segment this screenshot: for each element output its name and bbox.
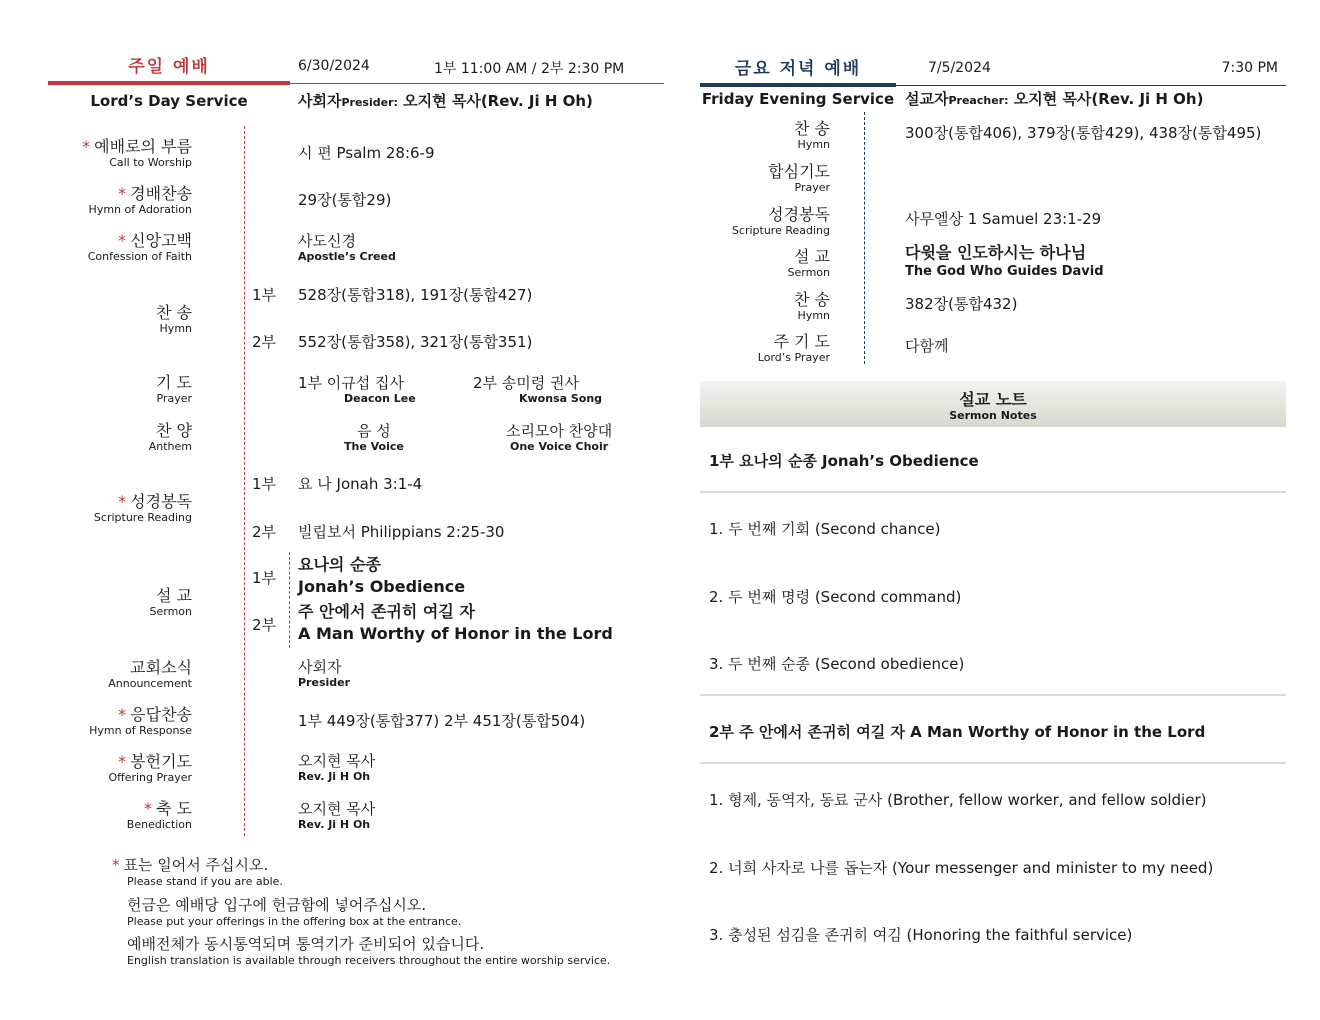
friday-date: 7/5/2024 bbox=[928, 60, 991, 76]
hymn-part-1: 1부 bbox=[252, 286, 277, 304]
friday-label-lords-prayer: 주 기 도 Lord’s Prayer bbox=[757, 332, 830, 364]
friday-evening-panel bbox=[700, 48, 1286, 978]
friday-hymn-value: 300장(통합406), 379장(통합429), 438장(통합495) bbox=[905, 124, 1262, 142]
order-label-prayer: 기 도 Prayer bbox=[156, 373, 192, 405]
note-part-2-heading: 2부 주 안에서 존귀히 여길 자 A Man Worthy of Honor in the Lord bbox=[709, 723, 1206, 741]
note-divider bbox=[700, 762, 1286, 764]
note-point: 3. 충성된 섬김을 존귀히 여김 (Honoring the faithful service) bbox=[709, 926, 1133, 944]
scripture-part-2-value: 빌립보서 Philippians 2:25-30 bbox=[298, 523, 505, 541]
note-divider bbox=[700, 491, 1286, 493]
hymn-part-2: 2부 bbox=[252, 333, 277, 351]
scripture-part-1: 1부 bbox=[252, 475, 277, 493]
note-point: 1. 두 번째 기회 (Second chance) bbox=[709, 520, 941, 538]
order-label-announcement: 교회소식 Announcement bbox=[108, 658, 192, 690]
friday-label-sermon: 설 교 Sermon bbox=[787, 247, 830, 279]
offering-value: 오지현 목사 Rev. Ji H Oh bbox=[298, 752, 376, 783]
sermon-part-2-value: 주 안에서 존귀히 여길 자 A Man Worthy of Honor in the Lord bbox=[298, 602, 613, 643]
anthem-choir: 소리모아 찬양대 One Voice Choir bbox=[506, 422, 613, 453]
header-rule bbox=[290, 83, 664, 84]
order-label-response: * 응답찬송 Hymn of Response bbox=[89, 705, 192, 737]
order-label-hymn: 찬 송 Hymn bbox=[156, 303, 192, 335]
lords-day-panel bbox=[48, 48, 664, 978]
friday-subtitle: Friday Evening Service bbox=[701, 90, 895, 108]
friday-sermon-value: 다윗을 인도하시는 하나님 The God Who Guides David bbox=[905, 243, 1104, 279]
footnote-offering: 헌금은 예배당 입구에 헌금함에 넣어주십시오. Please put your offerings in the offering box at the entrance. bbox=[127, 896, 462, 928]
scripture-part-2: 2부 bbox=[252, 523, 277, 541]
lords-day-title: 주일 예배 bbox=[128, 57, 210, 77]
prayer-part-1-value: 1부 이규섭 집사 Deacon Lee bbox=[298, 374, 416, 405]
footnote-stand: * 표는 일어서 주십시오. Please stand if you are able. bbox=[112, 856, 283, 888]
presider-line bbox=[298, 90, 593, 111]
friday-hymn-2-value: 382장(통합432) bbox=[905, 295, 1018, 313]
sermon-divider bbox=[289, 552, 290, 648]
sermon-notes-header: 설교 노트 Sermon Notes bbox=[700, 381, 1286, 427]
note-point: 1. 형제, 동역자, 동료 군사 (Brother, fellow worker, and fellow soldier) bbox=[709, 791, 1207, 809]
anthem-title: 음 성 The Voice bbox=[344, 422, 404, 453]
hymn-part-1-value: 528장(통합318), 191장(통합427) bbox=[298, 286, 533, 304]
note-part-1-heading: 1부 요나의 순종 Jonah’s Obedience bbox=[709, 452, 979, 470]
benediction-value: 오지현 목사 Rev. Ji H Oh bbox=[298, 800, 376, 831]
order-label-call-to-worship: * 예배로의 부름 Call to Worship bbox=[82, 137, 192, 169]
prayer-part-2-value: 2부 송미령 권사 Kwonsa Song bbox=[473, 374, 603, 405]
note-point: 2. 두 번째 명령 (Second command) bbox=[709, 588, 962, 606]
order-label-scripture: * 성경봉독 Scripture Reading bbox=[93, 492, 192, 524]
sermon-part-1-value: 요나의 순종 Jonah’s Obedience bbox=[298, 555, 466, 596]
order-label-adoration: * 경배찬송 Hymn of Adoration bbox=[88, 184, 192, 216]
order-label-offering: * 봉헌기도 Offering Prayer bbox=[108, 752, 192, 784]
creed-value: 사도신경 Apostle’s Creed bbox=[298, 232, 396, 263]
order-label-benediction: * 축 도 Benediction bbox=[126, 799, 192, 831]
note-point: 3. 두 번째 순종 (Second obedience) bbox=[709, 655, 965, 673]
friday-label-hymn: 찬 송 Hymn bbox=[794, 119, 830, 151]
announcement-value: 사회자 Presider bbox=[298, 658, 351, 689]
sermon-part-1: 1부 bbox=[252, 569, 277, 587]
presider-name: 오지현 목사(Rev. Ji H Oh) bbox=[403, 92, 593, 110]
response-value: 1부 449장(통합377) 2부 451장(통합504) bbox=[298, 712, 586, 730]
lords-day-subtitle: Lord’s Day Service bbox=[90, 92, 248, 110]
note-divider bbox=[700, 694, 1286, 696]
friday-scripture-value: 사무엘상 1 Samuel 23:1-29 bbox=[905, 210, 1102, 228]
note-point: 2. 너희 사자로 나를 돕는자 (Your messenger and minister to my need) bbox=[709, 859, 1214, 877]
friday-label-hymn-2: 찬 송 Hymn bbox=[794, 290, 830, 322]
sermon-part-2: 2부 bbox=[252, 616, 277, 634]
lords-day-date: 6/30/2024 bbox=[298, 58, 370, 74]
friday-lords-prayer-value: 다함께 bbox=[905, 337, 949, 355]
order-divider bbox=[244, 126, 245, 836]
call-to-worship-value: 시 편 Psalm 28:6-9 bbox=[298, 144, 435, 162]
order-label-confession: * 신앙고백 Confession of Faith bbox=[87, 231, 192, 263]
lords-day-times: 1부 11:00 AM / 2부 2:30 PM bbox=[434, 61, 625, 77]
hymn-part-2-value: 552장(통합358), 321장(통합351) bbox=[298, 333, 533, 351]
title-underline bbox=[48, 81, 290, 85]
adoration-value: 29장(통합29) bbox=[298, 191, 392, 209]
friday-label-scripture: 성경봉독 Scripture Reading bbox=[731, 205, 830, 237]
presider-label-en: Presider: bbox=[341, 96, 398, 109]
order-label-sermon: 설 교 Sermon bbox=[149, 586, 192, 618]
scripture-part-1-value: 요 나 Jonah 3:1-4 bbox=[298, 475, 423, 493]
friday-title: 금요 저녁 예배 bbox=[734, 59, 862, 79]
presider-label-ko: 사회자 bbox=[298, 92, 342, 110]
footnote-translation: 예배전체가 동시통역되며 통역기가 준비되어 있습니다. English translation is available through receivers throughout the entire worship service. bbox=[127, 935, 611, 967]
header-rule bbox=[896, 85, 1286, 86]
order-divider bbox=[864, 112, 865, 364]
order-label-anthem: 찬 양 Anthem bbox=[148, 421, 192, 453]
friday-label-prayer: 합심기도 Prayer bbox=[768, 162, 830, 194]
title-underline bbox=[700, 83, 896, 87]
preacher-line: 설교자Preacher: 오지현 목사(Rev. Ji H Oh) bbox=[905, 90, 1204, 108]
friday-time: 7:30 PM bbox=[1221, 60, 1278, 76]
